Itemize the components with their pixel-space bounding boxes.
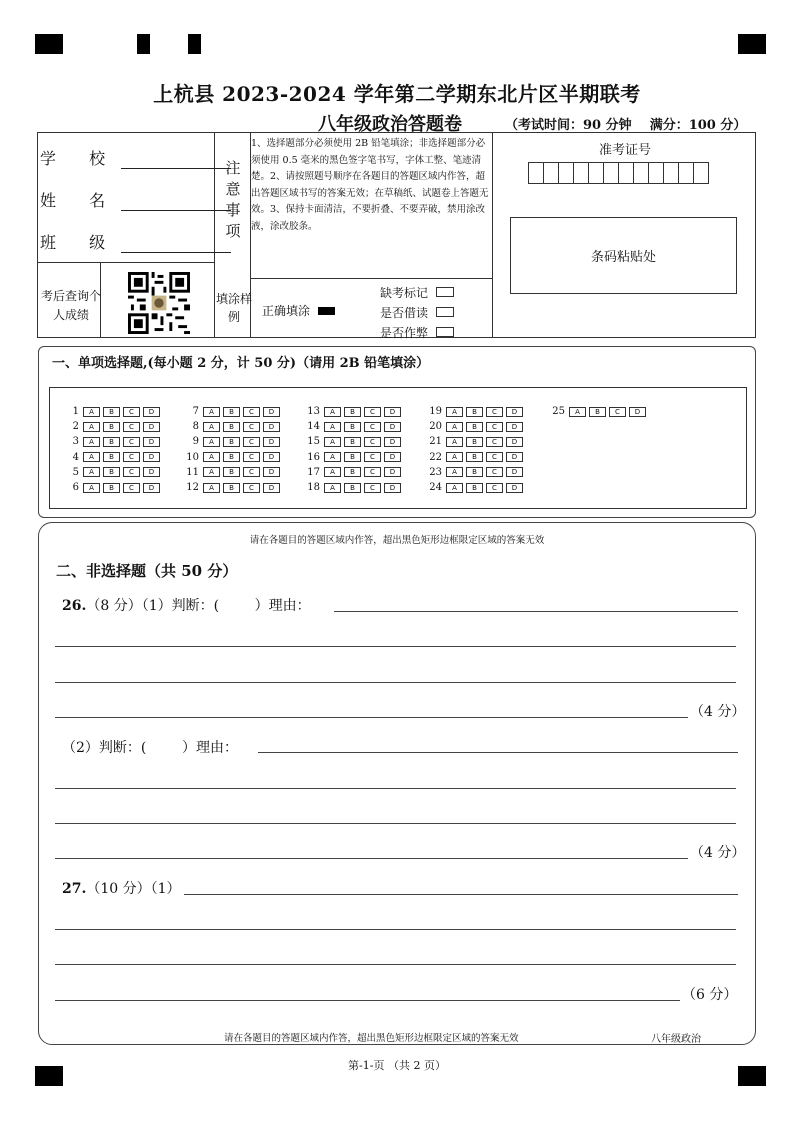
option-bubble[interactable]: A bbox=[83, 452, 100, 462]
option-bubble[interactable]: A bbox=[203, 407, 220, 417]
option-bubble[interactable]: D bbox=[506, 437, 523, 447]
option-bubble[interactable]: C bbox=[486, 483, 503, 493]
section-choice-title: 一、单项选择题,(每小题 2 分，计 50 分)（请用 2B 铅笔填涂） bbox=[52, 356, 430, 371]
option-bubble[interactable]: D bbox=[263, 437, 280, 447]
correct-fill-label: 正确填涂 bbox=[262, 304, 311, 318]
choice-question-row bbox=[185, 465, 283, 480]
option-bubble[interactable]: B bbox=[103, 452, 120, 462]
class-field[interactable] bbox=[40, 230, 231, 253]
option-bubble[interactable]: A bbox=[446, 452, 463, 462]
answer-line[interactable] bbox=[55, 788, 736, 789]
school-field[interactable] bbox=[40, 146, 231, 169]
option-bubble[interactable]: C bbox=[123, 452, 140, 462]
name-field[interactable] bbox=[40, 188, 231, 211]
option-bubble[interactable]: C bbox=[123, 483, 140, 493]
page-title: 上杭县 2023-2024 学年第二学期东北片区半期联考 bbox=[153, 82, 641, 106]
choice-column bbox=[65, 404, 163, 495]
option-bubble[interactable]: B bbox=[466, 467, 483, 477]
absent-mark-row[interactable]: 缺考标记 bbox=[380, 282, 454, 302]
choice-question-row bbox=[185, 450, 283, 465]
option-bubble[interactable]: C bbox=[486, 422, 503, 432]
question-number: 21 bbox=[429, 436, 442, 448]
checkbox[interactable] bbox=[436, 327, 454, 337]
option-bubble[interactable]: C bbox=[364, 437, 381, 447]
question-number: 3 bbox=[72, 436, 79, 448]
option-bubble[interactable]: D bbox=[506, 407, 523, 417]
option-bubble[interactable]: C bbox=[243, 483, 260, 493]
question-number: 20 bbox=[429, 421, 442, 433]
question-number: 15 bbox=[307, 436, 320, 448]
question-number: 16 bbox=[307, 451, 320, 463]
choice-question-row bbox=[428, 465, 526, 480]
notice-title: 注意事项 bbox=[225, 159, 241, 240]
option-bubble[interactable]: D bbox=[263, 422, 280, 432]
class-label: 班 级 bbox=[40, 233, 120, 252]
question-number: 18 bbox=[307, 482, 320, 494]
question-26-part1: 26.（8 分）（1）判断：( ）理由： bbox=[62, 598, 311, 614]
choice-column bbox=[306, 404, 404, 495]
question-number: 12 bbox=[186, 482, 199, 494]
answer-line[interactable] bbox=[55, 964, 736, 965]
answer-line[interactable] bbox=[55, 823, 736, 824]
option-bubble[interactable]: D bbox=[506, 452, 523, 462]
registration-mark bbox=[188, 34, 201, 54]
barcode-label: 条码粘贴处 bbox=[590, 250, 656, 265]
option-bubble[interactable]: D bbox=[384, 407, 401, 417]
option-bubble[interactable]: C bbox=[123, 467, 140, 477]
choice-question-row bbox=[428, 434, 526, 449]
school-label: 学 校 bbox=[40, 149, 120, 168]
option-bubble[interactable]: D bbox=[143, 467, 160, 477]
question-number: 9 bbox=[192, 436, 199, 448]
answer-line[interactable] bbox=[258, 752, 738, 753]
qr-code-icon bbox=[128, 272, 190, 334]
question-number: 1 bbox=[72, 406, 79, 418]
option-bubble[interactable]: B bbox=[103, 437, 120, 447]
option-bubble[interactable]: A bbox=[83, 437, 100, 447]
option-bubble[interactable]: B bbox=[223, 407, 240, 417]
option-bubble[interactable]: A bbox=[324, 452, 341, 462]
question-number: 19 bbox=[429, 406, 442, 418]
option-bubble[interactable]: C bbox=[123, 422, 140, 432]
answer-line[interactable] bbox=[55, 929, 736, 930]
name-input-line[interactable] bbox=[121, 192, 231, 211]
option-bubble[interactable]: C bbox=[364, 483, 381, 493]
choice-question-row bbox=[306, 480, 404, 495]
choice-question-row bbox=[306, 450, 404, 465]
score-26-1: （4 分） bbox=[690, 704, 746, 720]
choice-question-row bbox=[551, 404, 649, 419]
choice-question-row bbox=[428, 480, 526, 495]
registration-mark bbox=[35, 34, 63, 54]
option-bubble[interactable]: B bbox=[103, 483, 120, 493]
option-bubble[interactable]: C bbox=[609, 407, 626, 417]
option-bubble[interactable]: D bbox=[263, 467, 280, 477]
answer-line[interactable] bbox=[55, 717, 688, 718]
fill-sample-label: 填涂样例 bbox=[216, 292, 253, 324]
question-number: 4 bbox=[72, 451, 79, 463]
answer-line[interactable] bbox=[55, 858, 688, 859]
question-26-part2: （2）判断：( ）理由： bbox=[62, 740, 238, 756]
name-label: 姓 名 bbox=[40, 191, 120, 210]
answer-line[interactable] bbox=[55, 646, 736, 647]
question-number: 2 bbox=[72, 421, 79, 433]
option-bubble[interactable]: D bbox=[263, 407, 280, 417]
option-bubble[interactable]: C bbox=[243, 437, 260, 447]
option-bubble[interactable]: D bbox=[384, 467, 401, 477]
checkbox[interactable] bbox=[436, 307, 454, 317]
option-bubble[interactable]: B bbox=[223, 483, 240, 493]
choice-question-row bbox=[65, 465, 163, 480]
option-bubble[interactable]: B bbox=[223, 467, 240, 477]
exam-number-label: 准考证号 bbox=[598, 143, 651, 158]
option-bubble[interactable]: D bbox=[143, 422, 160, 432]
option-bubble[interactable]: A bbox=[324, 483, 341, 493]
choice-question-row bbox=[306, 465, 404, 480]
correct-fill-example bbox=[262, 302, 335, 319]
query-score-label: 考后查询个人成绩 bbox=[40, 289, 101, 322]
answer-line[interactable] bbox=[184, 894, 738, 895]
option-bubble[interactable]: A bbox=[446, 483, 463, 493]
option-bubble[interactable]: D bbox=[506, 422, 523, 432]
choice-column bbox=[185, 404, 283, 495]
question-number: 22 bbox=[429, 451, 442, 463]
registration-mark bbox=[738, 34, 766, 54]
option-bubble[interactable]: D bbox=[384, 452, 401, 462]
option-bubble[interactable]: B bbox=[103, 407, 120, 417]
option-bubble[interactable]: C bbox=[243, 467, 260, 477]
section-open-title: 二、非选择题（共 50 分） bbox=[56, 562, 238, 580]
option-bubble[interactable]: A bbox=[203, 437, 220, 447]
option-bubble[interactable]: C bbox=[486, 452, 503, 462]
option-bubble[interactable]: C bbox=[243, 407, 260, 417]
question-number: 23 bbox=[429, 466, 442, 478]
question-number: 13 bbox=[307, 406, 320, 418]
exam-number-cells[interactable] bbox=[529, 162, 709, 184]
option-bubble[interactable]: A bbox=[203, 422, 220, 432]
choice-question-row bbox=[185, 480, 283, 495]
option-bubble[interactable]: D bbox=[384, 422, 401, 432]
option-bubble[interactable]: D bbox=[143, 437, 160, 447]
footer-subject: 八年级政治 bbox=[651, 1034, 701, 1045]
option-bubble[interactable]: B bbox=[466, 452, 483, 462]
option-bubble[interactable]: B bbox=[223, 422, 240, 432]
choice-question-row bbox=[306, 434, 404, 449]
question-27-part1: 27.（10 分）（1） bbox=[62, 881, 181, 897]
choice-column bbox=[551, 404, 649, 419]
option-bubble[interactable]: B bbox=[589, 407, 606, 417]
option-bubble[interactable]: B bbox=[466, 407, 483, 417]
option-bubble[interactable]: A bbox=[203, 483, 220, 493]
option-bubble[interactable]: A bbox=[203, 452, 220, 462]
question-number: 8 bbox=[192, 421, 199, 433]
question-number: 5 bbox=[72, 466, 79, 478]
option-bubble[interactable]: C bbox=[123, 407, 140, 417]
score-27-1: （6 分） bbox=[682, 987, 738, 1003]
question-number: 7 bbox=[192, 406, 199, 418]
option-bubble[interactable]: C bbox=[486, 467, 503, 477]
registration-mark bbox=[137, 34, 150, 54]
option-bubble[interactable]: B bbox=[466, 422, 483, 432]
choice-question-row bbox=[428, 419, 526, 434]
option-bubble[interactable]: A bbox=[83, 483, 100, 493]
status-marks bbox=[380, 282, 454, 342]
option-bubble[interactable]: B bbox=[344, 452, 361, 462]
option-bubble[interactable]: A bbox=[83, 422, 100, 432]
option-bubble[interactable]: A bbox=[446, 407, 463, 417]
option-bubble[interactable]: A bbox=[83, 467, 100, 477]
choice-question-row bbox=[65, 404, 163, 419]
question-number: 17 bbox=[307, 466, 320, 478]
option-bubble[interactable]: B bbox=[466, 483, 483, 493]
page-number: 第-1-页 （共 2 页） bbox=[348, 1059, 446, 1072]
option-bubble[interactable]: C bbox=[364, 452, 381, 462]
filled-box-icon bbox=[318, 307, 335, 315]
option-bubble[interactable]: B bbox=[466, 437, 483, 447]
option-bubble[interactable]: D bbox=[384, 483, 401, 493]
choice-question-row bbox=[428, 450, 526, 465]
option-bubble[interactable]: D bbox=[143, 407, 160, 417]
answer-warning-bottom: 请在各题目的答题区域内作答，超出黑色矩形边框限定区域的答案无效 bbox=[224, 1033, 519, 1044]
option-bubble[interactable]: B bbox=[344, 483, 361, 493]
option-bubble[interactable]: A bbox=[324, 437, 341, 447]
option-bubble[interactable]: A bbox=[569, 407, 586, 417]
choice-question-row bbox=[185, 434, 283, 449]
choice-column bbox=[428, 404, 526, 495]
option-bubble[interactable]: C bbox=[486, 407, 503, 417]
option-bubble[interactable]: D bbox=[263, 452, 280, 462]
score-26-2: （4 分） bbox=[690, 845, 746, 861]
option-bubble[interactable]: B bbox=[103, 467, 120, 477]
question-number: 14 bbox=[307, 421, 320, 433]
question-number: 24 bbox=[429, 482, 442, 494]
option-bubble[interactable]: A bbox=[446, 422, 463, 432]
checkbox[interactable] bbox=[436, 287, 454, 297]
notice-text: 1、选择题部分必须使用 2B 铅笔填涂；非选择题部分必须使用 0.5 毫米的黑色签字笔书写，字体工整、笔迹清楚。2、请按照题号顺序在各题目的答题区域内作答，超出答题区域书写的答案无效；在草稿纸、试题卷上答题无效。3、保持卡面清洁，不要折叠、不要弄破，禁用涂改液，涂改胶条。 bbox=[251, 138, 489, 232]
answer-line[interactable] bbox=[55, 1000, 680, 1001]
option-bubble[interactable]: D bbox=[506, 483, 523, 493]
school-input-line[interactable] bbox=[121, 150, 231, 169]
cheat-mark-row[interactable]: 是否作弊 bbox=[380, 322, 454, 342]
answer-line[interactable] bbox=[334, 611, 738, 612]
class-input-line[interactable] bbox=[121, 234, 231, 253]
option-bubble[interactable]: B bbox=[223, 437, 240, 447]
choice-question-row bbox=[65, 480, 163, 495]
choice-question-row bbox=[185, 404, 283, 419]
option-bubble[interactable]: C bbox=[364, 422, 381, 432]
option-bubble[interactable]: D bbox=[384, 437, 401, 447]
option-bubble[interactable]: D bbox=[263, 483, 280, 493]
option-bubble[interactable]: C bbox=[243, 422, 260, 432]
question-number: 6 bbox=[72, 482, 79, 494]
option-bubble[interactable]: B bbox=[344, 467, 361, 477]
option-bubble[interactable]: B bbox=[344, 437, 361, 447]
option-bubble[interactable]: A bbox=[446, 467, 463, 477]
choice-question-row bbox=[65, 419, 163, 434]
option-bubble[interactable]: A bbox=[324, 407, 341, 417]
sheet-subtitle: 八年级政治答题卷 bbox=[318, 114, 462, 135]
answer-warning-top: 请在各题目的答题区域内作答，超出黑色矩形边框限定区域的答案无效 bbox=[249, 535, 545, 546]
option-bubble[interactable]: D bbox=[506, 467, 523, 477]
choice-question-row bbox=[306, 419, 404, 434]
option-bubble[interactable]: C bbox=[364, 407, 381, 417]
choice-question-row bbox=[65, 450, 163, 465]
question-number: 25 bbox=[552, 406, 565, 418]
option-bubble[interactable]: B bbox=[103, 422, 120, 432]
option-bubble[interactable]: C bbox=[364, 467, 381, 477]
option-bubble[interactable]: C bbox=[486, 437, 503, 447]
choice-question-row bbox=[185, 419, 283, 434]
option-bubble[interactable]: D bbox=[629, 407, 646, 417]
option-bubble[interactable]: A bbox=[203, 467, 220, 477]
option-bubble[interactable]: A bbox=[83, 407, 100, 417]
option-bubble[interactable]: B bbox=[344, 407, 361, 417]
option-bubble[interactable]: D bbox=[143, 483, 160, 493]
option-bubble[interactable]: C bbox=[123, 437, 140, 447]
question-number: 10 bbox=[186, 451, 199, 463]
option-bubble[interactable]: A bbox=[324, 467, 341, 477]
choice-question-row bbox=[65, 434, 163, 449]
answer-line[interactable] bbox=[55, 682, 736, 683]
option-bubble[interactable]: B bbox=[223, 452, 240, 462]
option-bubble[interactable]: B bbox=[344, 422, 361, 432]
choice-question-row bbox=[428, 404, 526, 419]
option-bubble[interactable]: A bbox=[324, 422, 341, 432]
exam-info: （考试时间：90 分钟 满分：100 分） bbox=[505, 118, 747, 133]
choice-question-row bbox=[306, 404, 404, 419]
question-number: 11 bbox=[186, 466, 199, 478]
option-bubble[interactable]: A bbox=[446, 437, 463, 447]
option-bubble[interactable]: C bbox=[243, 452, 260, 462]
option-bubble[interactable]: D bbox=[143, 452, 160, 462]
barcode-area bbox=[510, 217, 737, 294]
transfer-mark-row[interactable]: 是否借读 bbox=[380, 302, 454, 322]
